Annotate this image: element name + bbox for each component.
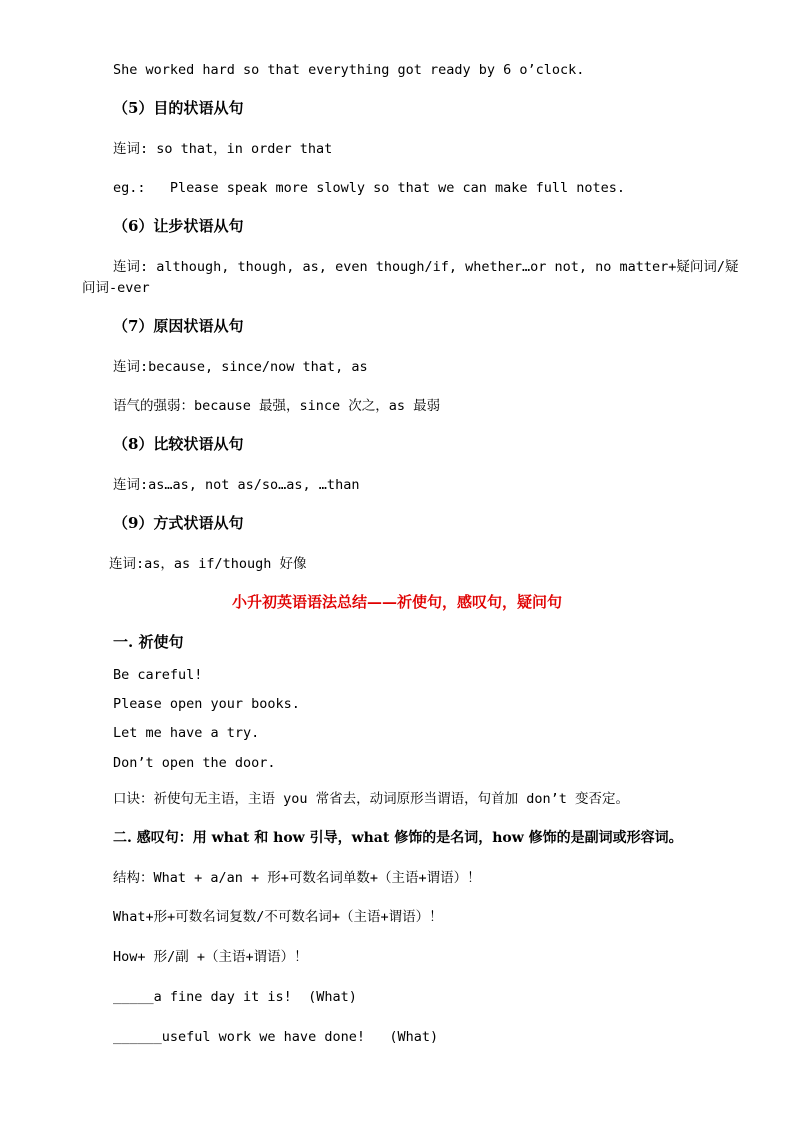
conjunctions-line: 连词:as，as if/though 好像	[109, 556, 307, 572]
tone-strength-note: 语气的强弱：because 最强，since 次之，as 最弱	[113, 398, 441, 414]
exercise-question: ______useful work we have done! (What)	[113, 1029, 439, 1045]
section-heading-concession-clause: （6）让步状语从句	[113, 217, 244, 235]
example-sentence: Be careful!	[113, 667, 203, 683]
example-sentence: eg.: Please speak more slowly so that we can make full notes.	[113, 180, 626, 196]
conjunctions-line-continued: 问词-ever	[82, 280, 150, 296]
example-sentence: Don’t open the door.	[113, 755, 276, 771]
structure-line: How+ 形/副 +（主语+谓语）！	[113, 949, 308, 965]
conjunctions-line: 连词:because, since/now that, as	[113, 359, 368, 375]
section-heading-reason-clause: （7）原因状语从句	[113, 317, 244, 335]
section-heading-purpose-clause: （5）目的状语从句	[113, 99, 244, 117]
conjunctions-line: 连词: so that，in order that	[113, 141, 333, 157]
exercise-question: _____a fine day it is! (What)	[113, 989, 357, 1005]
conjunctions-line: 连词:as…as, not as/so…as, …than	[113, 477, 360, 493]
document-title: 小升初英语语法总结——祈使句，感叹句，疑问句	[231, 593, 562, 611]
conjunctions-line: 连词: although, though, as, even though/if, whether…or not, no matter+疑问词/疑	[113, 259, 739, 275]
section-heading-comparison-clause: （8）比较状语从句	[113, 435, 244, 453]
example-sentence: Please open your books.	[113, 696, 300, 712]
section-heading-manner-clause: （9）方式状语从句	[113, 514, 244, 532]
section-heading-exclamatory: 二. 感叹句：用 what 和 how 引导，what 修饰的是名词，how 修饰的是副词或形容词。	[113, 830, 683, 846]
structure-line: What+形+可数名词复数/不可数名词+（主语+谓语）！	[113, 909, 443, 925]
mnemonic-rule: 口诀：祈使句无主语，主语 you 常省去，动词原形当谓语，句首加 don’t 变否定。	[113, 791, 630, 807]
example-sentence: She worked hard so that everything got ready by 6 o’clock.	[113, 62, 585, 78]
example-sentence: Let me have a try.	[113, 725, 260, 741]
structure-line: 结构：What + a/an + 形+可数名词单数+（主语+谓语）！	[113, 870, 481, 886]
section-heading-imperative: 一. 祈使句	[113, 633, 184, 651]
